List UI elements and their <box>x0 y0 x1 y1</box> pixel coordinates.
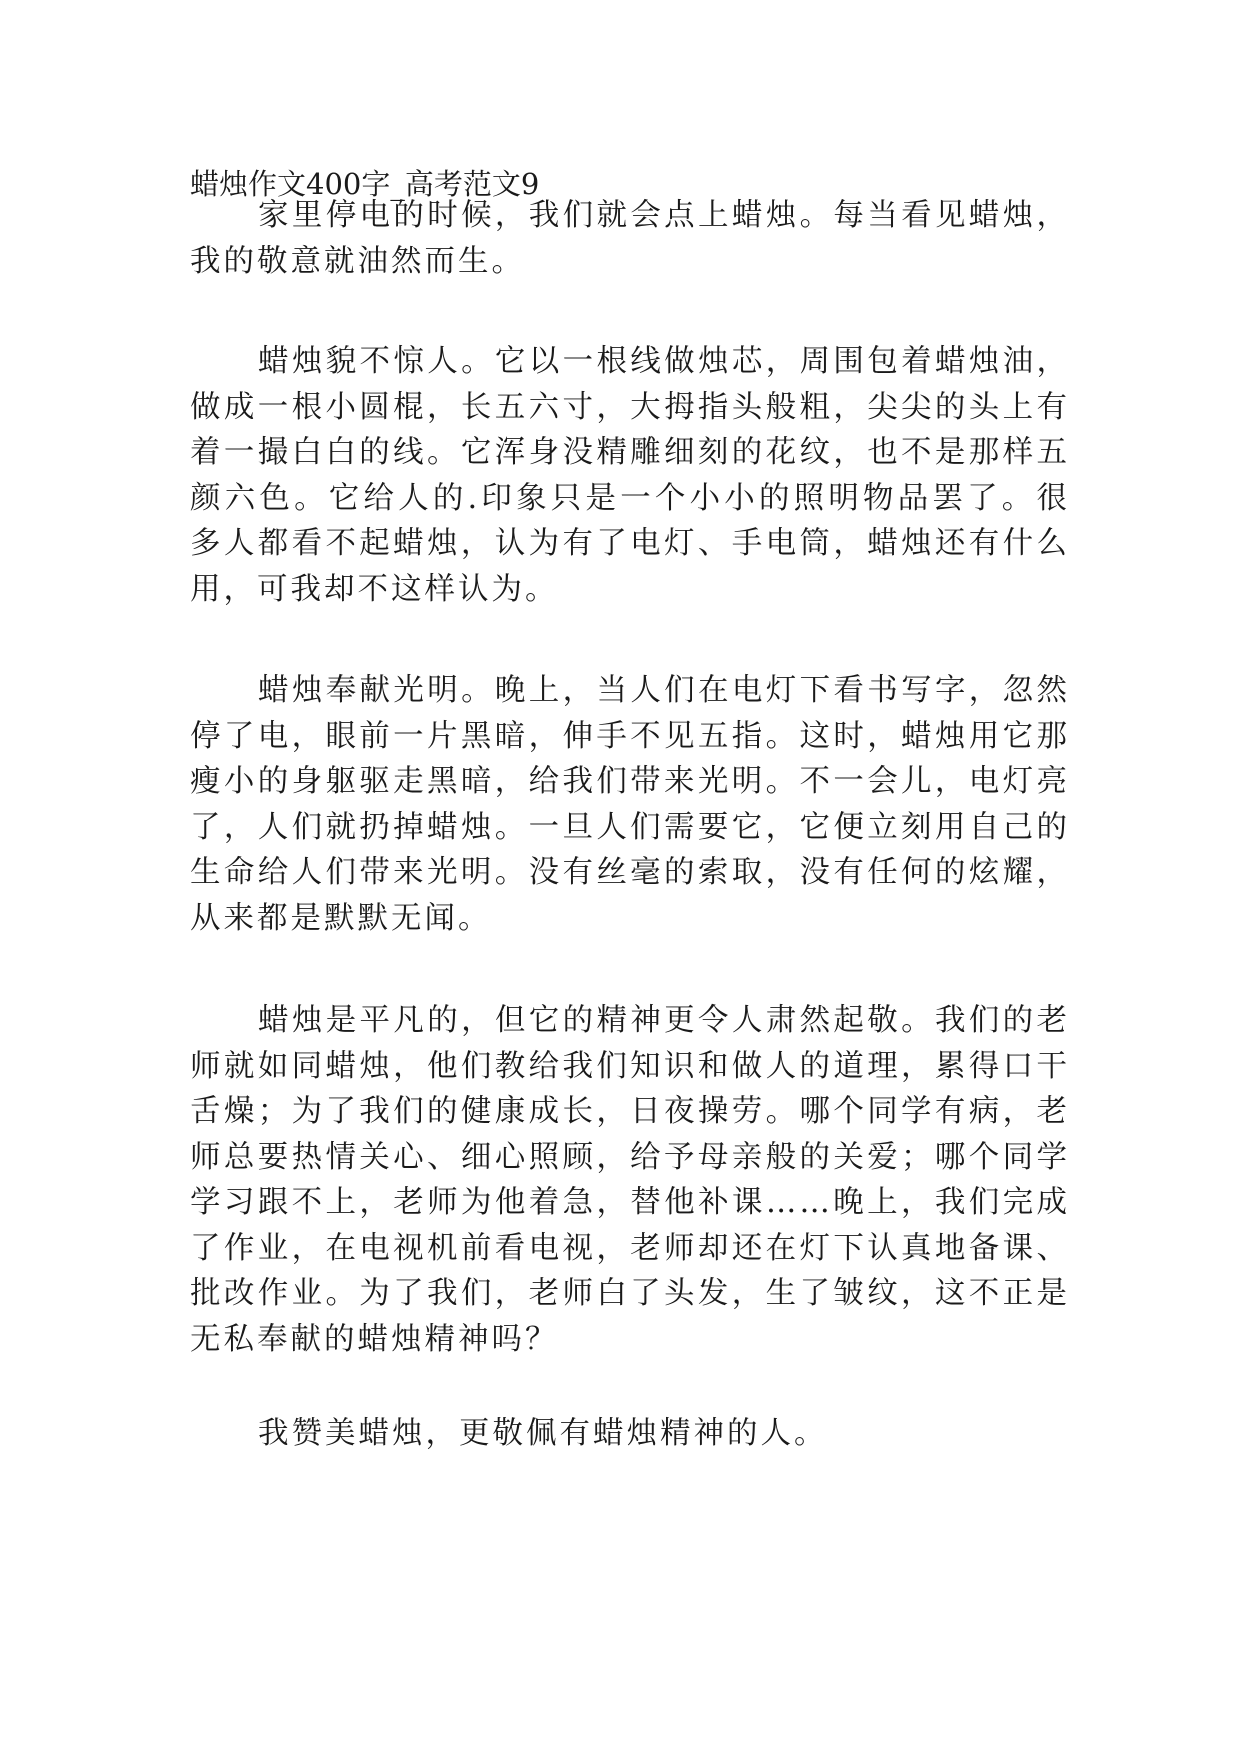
paragraph: 家里停电的时候，我们就会点上蜡烛。每当看见蜡烛，我的敬意就油然而生。 <box>190 198 1070 279</box>
paragraph: 我赞美蜡烛，更敬佩有蜡烛精神的人。 <box>258 1416 828 1451</box>
paragraph: 蜡烛是平凡的，但它的精神更令人肃然起敬。我们的老师就如同蜡烛，他们教给我们知识和做人的道理，累得口干舌燥；为了我们的健康成长，日夜操劳。哪个同学有病，老师总要热情关心、细心照顾，给予母亲般的关爱；哪个同学学习跟不上，老师为他着急，替他补课……晚上，我们完成了作业，在电视机前看电视，老师却还在灯下认真地备课、批改作业。为了我们，老师白了头发，生了皱纹，这不正是无私奉献的蜡烛精神吗？ <box>190 1003 1070 1357</box>
paragraph: 蜡烛貌不惊人。它以一根线做烛芯，周围包着蜡烛油，做成一根小圆棍，长五六寸，大拇指头般粗，尖尖的头上有着一撮白白的线。它浑身没精雕细刻的花纹，也不是那样五颜六色。它给人的.印象只是一个小小的照明物品罢了。很多人都看不起蜡烛，认为有了电灯、手电筒，蜡烛还有什么用，可我却不这样认为。 <box>190 344 1070 607</box>
paragraph: 蜡烛奉献光明。晚上，当人们在电灯下看书写字，忽然停了电，眼前一片黑暗，伸手不见五指。这时，蜡烛用它那瘦小的身躯驱走黑暗，给我们带来光明。不一会儿，电灯亮了，人们就扔掉蜡烛。一旦人们需要它，它便立刻用自己的生命给人们带来光明。没有丝毫的索取，没有任何的炫耀，从来都是默默无闻。 <box>190 673 1070 936</box>
document-title: 蜡烛作文400字_高考范文9 <box>190 167 540 201</box>
